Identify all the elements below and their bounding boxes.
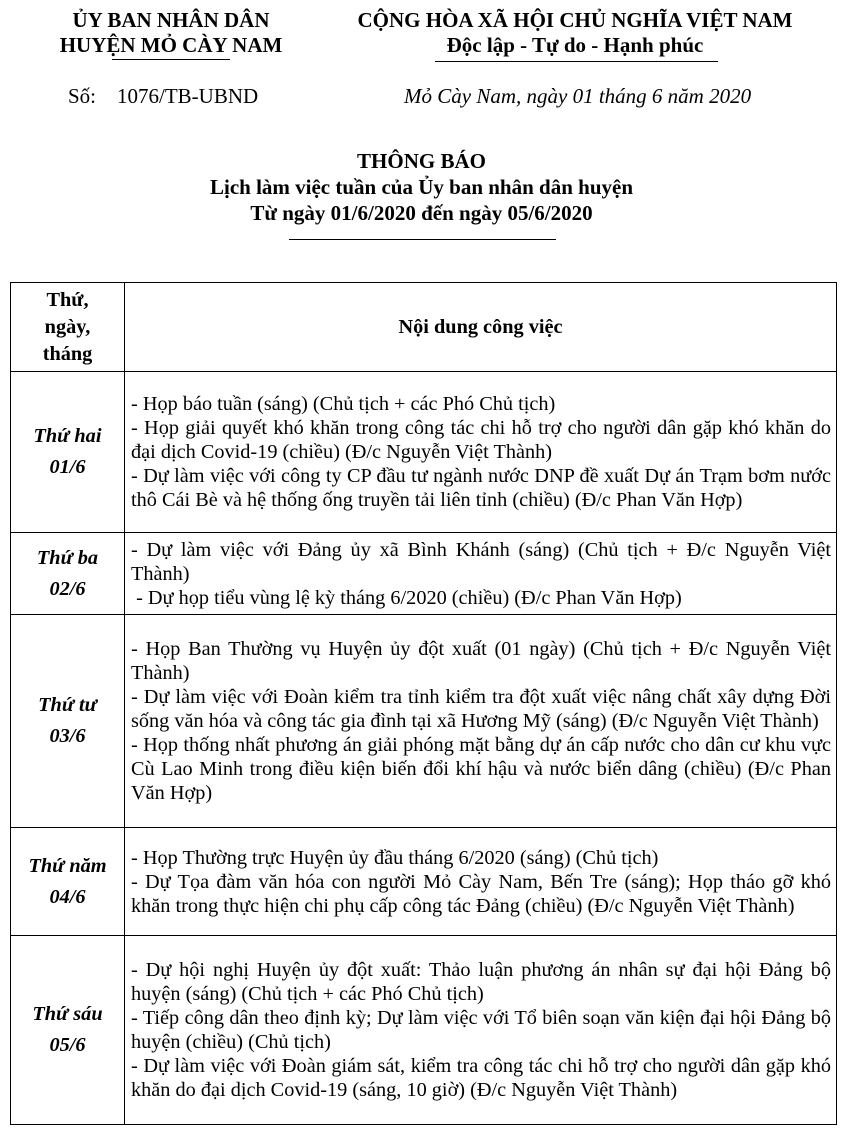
schedule-item: - Dự làm việc với Đảng ủy xã Bình Khánh (sáng) (Chủ tịch + Đ/c Nguyễn Việt Thành) — [131, 538, 831, 585]
content-cell — [125, 828, 837, 936]
header-day-cell — [11, 283, 125, 372]
day-cell — [11, 615, 125, 828]
table-row — [11, 828, 837, 936]
schedule-item: - Tiếp công dân theo định kỳ; Dự làm việc với Tổ biên soạn văn kiện đại hội Đảng bộ huyện (chiều) (Chủ tịch) — [131, 1007, 831, 1053]
day-name: Thứ sáu — [32, 1003, 103, 1025]
nation-motto: Độc lập - Tự do - Hạnh phúc — [446, 33, 704, 57]
schedule-item: - Dự làm việc với công ty CP đầu tư ngành nước DNP đề xuất Dự án Trạm bơm nước thô Cái Bè và hệ thống ống truyền tải liên tỉnh (chiều) (Đ/c Phan Văn Hợp) — [131, 465, 831, 511]
table-row — [11, 533, 837, 615]
day-cell — [11, 372, 125, 533]
schedule-item: - Họp Ban Thường vụ Huyện ủy đột xuất (01 ngày) (Chủ tịch + Đ/c Nguyễn Việt Thành) — [131, 638, 831, 684]
schedule-item: - Họp thống nhất phương án giải phóng mặt bằng dự án cấp nước cho dân cư khu vực Cù Lao Minh trong điều kiện biến đổi khí hậu và nước biển dâng (chiều) (Đ/c Phan Văn Hợp) — [131, 734, 831, 804]
schedule-item: - Họp báo tuần (sáng) (Chủ tịch + các Phó Chủ tịch) — [131, 393, 556, 415]
schedule-item: - Họp Thường trực Huyện ủy đầu tháng 6/2020 (sáng) (Chủ tịch) — [131, 846, 659, 869]
day-name: Thứ ba — [36, 546, 99, 569]
doc-number-label: Số: — [68, 84, 97, 108]
header-day-line: ngày, — [44, 315, 91, 338]
org-name-line1: ỦY BAN NHÂN DÂN — [72, 8, 270, 32]
header-day-line: tháng — [42, 342, 93, 365]
content-cell — [125, 533, 837, 615]
day-date: 05/6 — [49, 1034, 86, 1056]
document-subtitle: Lịch làm việc tuần của Ủy ban nhân dân huyện — [209, 175, 634, 199]
schedule-item: - Dự hội nghị Huyện ủy đột xuất: Thảo luận phương án nhân sự đại hội Đảng bộ huyện (sáng) (Chủ tịch + các Phó Chủ tịch) — [131, 959, 831, 1005]
org-name-line2: HUYỆN MỎ CÀY NAM — [59, 33, 283, 57]
content-cell — [125, 372, 837, 533]
day-name: Thứ hai — [33, 425, 102, 447]
title-underline — [289, 239, 556, 240]
table-row — [11, 372, 837, 533]
document-date-range: Từ ngày 01/6/2020 đến ngày 05/6/2020 — [250, 201, 593, 225]
content-cell — [125, 936, 837, 1125]
day-name: Thứ tư — [38, 694, 97, 716]
document-title: THÔNG BÁO — [357, 149, 486, 173]
header-content-cell: Nội dung công việc — [125, 283, 837, 372]
day-date: 02/6 — [49, 577, 86, 600]
content-cell — [125, 615, 837, 828]
day-cell — [11, 828, 125, 936]
day-date: 04/6 — [49, 885, 86, 908]
day-cell — [11, 533, 125, 615]
day-cell — [11, 936, 125, 1125]
schedule-item: - Họp giải quyết khó khăn trong công tác chi hỗ trợ cho người dân gặp khó khăn do đại dịch Covid-19 (chiều) (Đ/c Nguyễn Việt Thành) — [131, 417, 831, 463]
schedule-item: - Dự làm việc với Đoàn kiểm tra tỉnh kiểm tra đột xuất việc nâng chất xây dựng Đời sống văn hóa và công tác gia đình tại xã Hương Mỹ (sáng) (Đ/c Nguyễn Việt Thành) — [131, 686, 831, 732]
table-header-row — [11, 283, 837, 372]
schedule-table — [10, 282, 837, 1125]
doc-number-value: 1076/TB-UBND — [117, 84, 259, 108]
schedule-item: - Dự làm việc với Đoàn giám sát, kiểm tra công tác chi hỗ trợ cho người dân gặp khó khăn do đại dịch Covid-19 (sáng, 10 giờ) (Đ/c Nguyễn Việt Thành) — [131, 1055, 831, 1101]
table-row — [11, 936, 837, 1125]
day-date: 01/6 — [49, 456, 86, 478]
motto-underline — [435, 61, 718, 62]
schedule-item: - Dự họp tiểu vùng lệ kỳ tháng 6/2020 (chiều) (Đ/c Phan Văn Hợp) — [131, 586, 682, 609]
nation-title: CỘNG HÒA XÃ HỘI CHỦ NGHĨA VIỆT NAM — [357, 8, 793, 32]
place-date: Mỏ Cày Nam, ngày 01 tháng 6 năm 2020 — [404, 84, 752, 108]
schedule-item: - Dự Tọa đàm văn hóa con người Mỏ Cày Nam, Bến Tre (sáng); Họp tháo gỡ khó khăn trong thực hiện chi phụ cấp công tác Đảng (chiều) (Đ/c Nguyễn Việt Thành) — [131, 870, 831, 917]
table-row — [11, 615, 837, 828]
org-underline — [112, 59, 230, 60]
day-name: Thứ năm — [28, 854, 107, 877]
day-date: 03/6 — [49, 725, 86, 747]
header-day-line: Thứ, — [46, 288, 89, 311]
